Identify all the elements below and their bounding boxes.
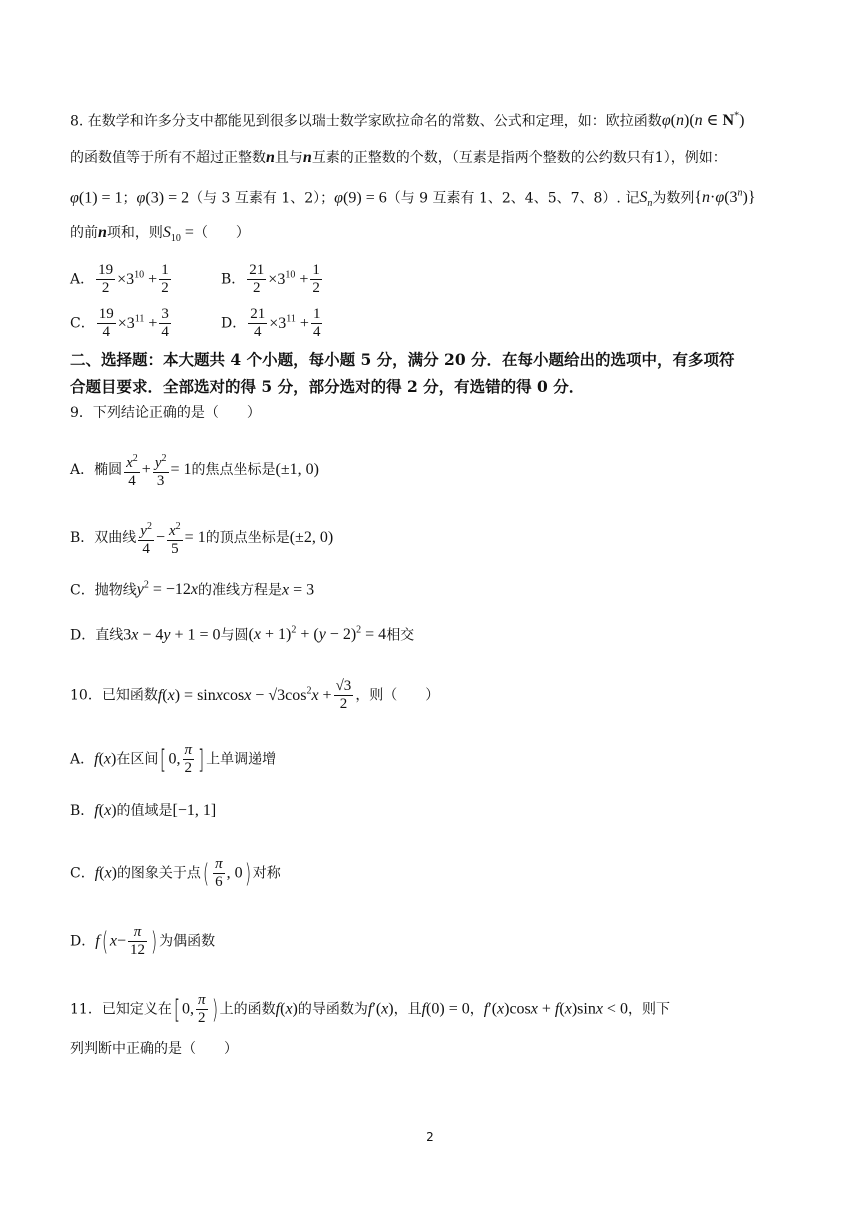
option-label: A．: [70, 271, 95, 288]
q11-mid2: 的导函数为: [297, 1001, 368, 1018]
q9-stem: 9．下列结论正确的是（ ）: [70, 405, 261, 421]
q8-line4: 的前n项和，则$S_{10}$ =（ ）: [70, 224, 250, 245]
q10-d-post: 为偶函数: [159, 933, 216, 950]
q11-stem-line2: 列判断中正确的是（ ）: [70, 1041, 238, 1057]
q8-text-2: 的函数值等于所有不超过正整数: [70, 150, 266, 166]
q10-stem-pre: 10．已知函数: [70, 687, 158, 704]
q8-text-1: 8. 在数学和许多分支中都能见到很多以瑞士数学家欧拉命名的常数、公式和定理，如：欧拉函数: [70, 113, 662, 130]
q9-c-post: 的准线方程是: [197, 582, 282, 599]
q9-option-b[interactable]: B．双曲线 $\frac{y^2}{4}$ − $\frac{x^2}{5}$ = 1的顶点坐标是(±2, 0): [70, 518, 798, 558]
q11-stem-line1: 11．已知定义在[ 0, $\frac{\pi}{2}$ ) 上的函数f(x)的导函数为f′(x)，且f(0) = 0，f′(x)cosx + f(x)sinx < 0，则下: [70, 992, 670, 1026]
page-number: 2: [426, 1130, 434, 1144]
q10-a-text: 在区间: [116, 751, 159, 768]
q11-mid: 上的函数: [219, 1001, 276, 1018]
q9-option-a[interactable]: A．椭圆 $\frac{x^2}{4}$ + $\frac{y^2}{3}$ = 1的焦点坐标是(±1, 0): [70, 450, 798, 490]
q9-c-pre: C．抛物线: [70, 582, 137, 599]
q9-option-d[interactable]: D．直线3x − 4y + 1 = 0与圆$(x + 1)^2 + (y - 2)^2 = 4$相交: [70, 625, 415, 644]
q8-option-c[interactable]: C． $\frac{19}{4}$ $\times 3^{11}$ + $\frac{3}{4}$: [70, 306, 169, 340]
q10-option-d[interactable]: D．f( x− $\frac{\pi}{12}$ ) 为偶函数: [70, 924, 216, 958]
q9-a-post: 的焦点坐标是: [191, 462, 276, 478]
q8-text-4: 的前: [70, 225, 98, 241]
option-label: B．: [70, 803, 95, 819]
q8-text-3c: 为数列: [652, 190, 695, 207]
q8-text-3a: （与 3 互素有 1、2）；: [189, 190, 335, 207]
q11-pre: 11．已知定义在: [70, 1001, 172, 1018]
q8-option-a[interactable]: A． $\frac{19}{2}$ $\times 3^{10}$ + $\frac{1}{2}$: [70, 262, 169, 296]
q8-text-4c: （ ）: [193, 225, 250, 241]
q8-text-2c: 互素的正整数的个数，（互素是指两个整数的公约数只有1），例如：: [311, 150, 727, 166]
q10-b-text: 的值域是: [116, 803, 173, 819]
q10-stem: 10．已知函数f(x) = sinxcosx − $√3\cos^2x$ + $\frac{√3}{2}$ ，则（ ）: [70, 678, 440, 712]
q9-d-post: 相交: [386, 627, 415, 644]
q10-option-b[interactable]: B．f(x)的值域是[−1, 1]: [70, 802, 217, 819]
q10-stem-post: ，则（ ）: [355, 687, 440, 704]
q10-option-c[interactable]: C．f(x)的图象关于点( $\frac{\pi}{6}$ , 0) 对称: [70, 856, 281, 890]
q9-d-pre: D．直线: [70, 627, 124, 644]
q8-line1: 8. 在数学和许多分支中都能见到很多以瑞士数学家欧拉命名的常数、公式和定理，如：欧拉函数φ(n)(n ∈ N*): [70, 111, 745, 130]
option-label: D．: [70, 933, 96, 950]
option-label: D．: [221, 315, 247, 332]
q10-c-text: 的图象关于点: [116, 865, 201, 882]
option-label: A．: [70, 751, 95, 768]
q8-text-4b: 项和，则: [106, 225, 163, 241]
q10-option-a[interactable]: A．f(x)在区间[ 0, $\frac{\pi}{2}$ ] 上单调递增: [70, 742, 277, 776]
section2-heading-line2: 合题目要求．全部选对的得 5 分，部分选对的得 2 分，有选错的得 0 分．: [70, 377, 585, 396]
q9-d-mid: 与圆: [220, 627, 249, 644]
q10-c-post: 对称: [252, 865, 281, 882]
q9-option-c[interactable]: C．抛物线$y^2 = -12x$的准线方程是x = 3: [70, 580, 315, 599]
q8-text-2b: 且与: [274, 150, 303, 166]
q11-post: ，则下: [627, 1001, 670, 1018]
q9-b-post: 的顶点坐标是: [205, 530, 290, 546]
q8-text-3b: （与 9 互素有 1、2、4、5、7、8）. 记: [386, 190, 640, 207]
q9-b-pre: B．双曲线: [70, 530, 137, 546]
q9-a-pre: A．椭圆: [70, 462, 123, 478]
section2-heading-line1: 二、选择题：本大题共 4 个小题，每小题 5 分，满分 20 分．在每小题给出的选项中，有多项符: [70, 350, 735, 369]
q10-a-post: 上单调递增: [206, 751, 277, 768]
q8-line2: 的函数值等于所有不超过正整数n且与n互素的正整数的个数，（互素是指两个整数的公约数只有1），例如：: [70, 149, 727, 166]
q8-line3: φ(1) = 1；φ(3) = 2（与 3 互素有 1、2）；φ(9) = 6（与 9 互素有 1、2、4、5、7、8）. 记$S_n$为数列$\{n\cdot\varphi(3^n)\}$: [70, 188, 756, 210]
q8-option-b[interactable]: B． $\frac{21}{2}$ $\times 3^{10}$ + $\frac{1}{2}$: [221, 262, 320, 296]
option-label: C．: [70, 865, 95, 882]
q8-option-d[interactable]: D． $\frac{21}{4}$ $\times 3^{11}$ + $\frac{1}{4}$: [221, 306, 321, 340]
q11-mid3: ，且: [393, 1001, 422, 1018]
option-label: C．: [70, 315, 95, 332]
option-label: B．: [221, 271, 246, 288]
